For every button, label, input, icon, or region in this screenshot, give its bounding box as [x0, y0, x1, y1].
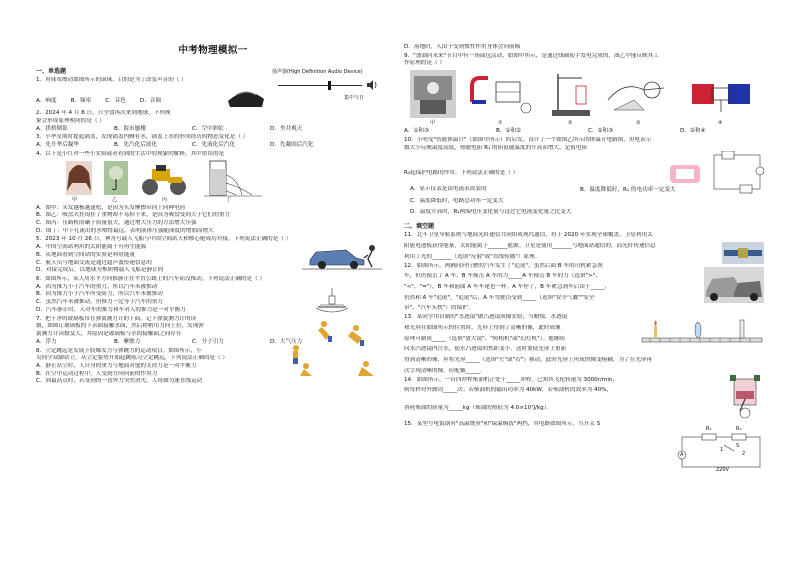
fig-9-jia-photo [410, 70, 456, 118]
q6-option-c: C．虽然汽车未被推动，但推力一定等于汽车的重力 [36, 299, 163, 306]
audio-device-panel [272, 69, 392, 109]
question-11-line-3: 利用了光的_______（选填"反射"或"直线传播"）原理。 [404, 253, 541, 260]
question-4-figures [36, 159, 390, 205]
question-13-line-2: 和光屏在如图所示的位置时，光屏上得到了清晰的像，此时成像 [404, 324, 561, 331]
circuit-label-voltage: 220V [716, 466, 729, 473]
question-3 [36, 134, 390, 149]
q4-option-c: C．图丙：压路机的碾子质量很大，通过增大压力的方法增大压强 [36, 220, 197, 227]
q1-option-b: B．频率 [70, 98, 92, 105]
question-13 [404, 314, 764, 375]
circuit-label-r0: R₀ [736, 425, 742, 432]
question-12-line-3: "<"、"="），B 车和前面 A 车车尾也一样。A 车停了，B 车紧急刹车后由于_____， [404, 284, 611, 291]
iron-stand-icon [546, 70, 596, 118]
question-7-line-2: 数，如图让玻璃板的下表面接触水面，然后稍稍用力向上拉，发现弹 [36, 323, 204, 330]
page-title: 中考物理模拟一 [178, 45, 248, 56]
audio-device-label: 扬声器(High Definition Audio Device) [272, 69, 363, 76]
fig-9-3-hand-crank [604, 70, 674, 118]
thermometer-icon [668, 161, 702, 187]
q7-option-c: C．分子引力 [192, 338, 224, 345]
smart-thermometer-figure [668, 161, 702, 187]
q2-option-d: D．坐井观天 [270, 125, 303, 132]
q5-option-a: A．中国空间站利用的太阳能属于可再生能源 [36, 244, 147, 251]
fig-9-label-2: ② [568, 120, 573, 127]
crashed-cars-icon [704, 267, 764, 303]
q3-option-c: C．先液化后汽化 [192, 142, 236, 149]
q10-option-a: A．显示仪表是由电流表改装的 [410, 186, 487, 193]
question-11-line-2: 阳能电池板获得能量，太阳能属于_______能源。卫星是使用_______与地面站通信的，而光纤传递信息 [404, 243, 656, 250]
question-14 [404, 377, 764, 413]
q3-option-a: A．先升华后凝华 [36, 142, 79, 149]
fig-bing-road-roller-image [140, 165, 190, 195]
q8-option-b: B．在空中运动过程中，人受到方向向前的作用力 [36, 370, 158, 377]
question-1-text: 1．用抹布擦动如图所示的滚珠，目的是为了改变声音的（ ） [36, 77, 187, 84]
spring-scale-figure [312, 288, 352, 316]
question-14-line-3: 消耗柴油的质量为_____kg（柴油的热值为 4.0×10⁷J/kg）。 [404, 404, 553, 411]
question-13-line-3: 原理可制成_____（选填"放大镜"、"照相机"或"幻灯机"）。他继续 [404, 335, 565, 342]
q6-option-b: B．因为推力小于汽车所受阻力，所以汽车未被推动 [36, 291, 163, 298]
q10-option-c: C．温度降低时，电路总功率一定变大 [410, 197, 504, 204]
question-10-line-3: R₂起保护电路的作用。下列说法正确的是（ ） [404, 170, 519, 177]
q8-option-a: A．静止站立时，人自身的重力与地面对他的支持力是一对平衡力 [36, 362, 197, 369]
motor-magnet-icon [686, 72, 756, 116]
diesel-engine-figure [726, 375, 764, 419]
q2-option-a: A．拱桥倒影 [36, 125, 68, 132]
question-2-line-2: 象会形成原理相同的是（ ） [36, 117, 105, 124]
long-jump-figure [286, 318, 386, 378]
fig-9-1-magnet-coil [466, 72, 536, 116]
circuit-label-1: 1 [720, 446, 724, 453]
q10-option-d: D．温度升高时，R₁两端电压变化量与这过它电流变化量之比变大 [410, 209, 572, 216]
q6-option-a: A．因为推力小于汽车的重力，所以汽车未被推动 [36, 283, 158, 290]
question-12-line-4: 仍然和 A 车"追尾"，"追尾"后，A 车驾驶员受到_____（选填"安全气囊""安全 [404, 294, 595, 301]
question-2 [36, 110, 390, 133]
q4-option-a: A．图甲：头发越梳越蓬松，是因为头发摩擦带同上同种电荷 [36, 204, 186, 211]
q2-option-b: B．海市蜃楼 [114, 125, 146, 132]
question-3-line-1: 3．小华星期时提起锅盖，发现锅盖内侧有水，锅盖上水的形成经历的物态变化是（ ） [36, 134, 249, 141]
q1-option-d: D．音调 [139, 98, 162, 105]
circuit-label-ammeter: A [680, 451, 684, 458]
fig-label-jia: 甲 [72, 196, 78, 203]
q3-option-b: B．先汽化后液化 [114, 142, 157, 149]
question-12 [404, 263, 764, 314]
fig-9-label-3: ③ [636, 120, 641, 127]
hand-crank-icon [604, 70, 674, 118]
question-12-line-1: 12．如图所示，两辆同向行驶的汽车发生了"追尾"。虽然后面 B 车的司机紧急刹 [404, 262, 603, 269]
question-5 [36, 236, 390, 275]
question-5-line-1: 5．2023 年 10 月 26 日，神舟号载人飞船与中国空间站天和核心舱成功对接，下列说法正确的是（ ） [36, 236, 292, 243]
question-12-line-5: 带"、"汽车头枕"）的保护。 [404, 305, 474, 312]
q8-option-d: D．落地时，人由于受到惯性作用身体会向前倾 [404, 44, 521, 50]
section-heading-single-choice: 一、单选题 [36, 68, 67, 75]
generator-stage-icon [410, 70, 456, 118]
question-10 [404, 137, 764, 217]
question-14-line-1: 14．如图所示，一台四冲程柴油机正处于_____冲程。已知其飞轮转速为 3000r/min， [404, 376, 619, 383]
q8-option-c: C．到最高点时，若受到的一切外力突然消失，人将做匀速直线运动 [36, 378, 203, 385]
question-6-line-1: 6．如图所示，某人用水平方向推静止在平直公路上的汽车而没推动。下列说法正确的是（ ） [36, 276, 266, 283]
question-15 [404, 420, 764, 473]
q9-option-d: D．②和④ [680, 128, 706, 135]
question-10-line-2: 数大小反映温度高低，热敏电阻 R₁ 的阻值随温度的升高而增大，定值电阻 [404, 144, 588, 151]
question-7-line-3: 簧测力计读数变大，其原因是玻璃板与水的接触面之间存在 [36, 331, 182, 338]
q5-option-d: D．对接完成后，以地球为参照物载人飞船是静止的 [36, 267, 164, 274]
q1-option-a: A．响度 [36, 98, 57, 105]
q4-option-d: D．图丁：中下孔流出的水喷得最远，表明液体压强随深度的增加而增大 [36, 227, 214, 234]
circuit-label-s: S [736, 442, 740, 449]
long-jump-athlete-icon [286, 318, 386, 378]
engine-cylinder-icon [726, 375, 764, 419]
question-10-line-1: 10．小明受"智能体温计"（如图甲所示）的启发，设计了一个如图乙所示的体温计电路图，用电表示 [404, 136, 652, 143]
q9-option-a: A．①和③ [404, 128, 430, 135]
question-13-line-4: 向水凸透镜内注水，使水凸透镜的焦距变小，这时要使光屏上重新 [404, 346, 567, 353]
question-12-line-2: 车，但仍撞击了 A 车，B 车撞击 A 车的力_____A 车撞击 B 车的力（选填">"、 [404, 273, 602, 280]
satellite-image [722, 242, 764, 264]
question-4-text: 4．以下是小红对一些小实验或者看到的生活中的现象的解释，其中错误的是 [36, 150, 225, 157]
left-column [36, 66, 390, 386]
fig-ding-water-bottle [204, 159, 264, 199]
question-9-line-1: 9．"加油向未来"节目中有一场面包活动，如图甲所示，是通过线圈使手发电完成的，图乙中能反映其工 [404, 52, 659, 59]
fig-9-label-4: ④ [718, 120, 723, 127]
question-14-line-2: 则每秒对外做功_____次；若柴油机的输出功率为 40kW，若柴油机的效率为 40%， [404, 387, 613, 394]
question-13-line-6: 次呈现清晰的像，应配戴_____。 [404, 367, 486, 374]
fig-yi-suction-hook-image [104, 161, 128, 195]
spring-scale-icon [312, 288, 352, 316]
question-11-line-1: 11．北斗卫星导航系统与地面光纤通信共同组成现代通信，将于 2020 年实现全球覆盖。卫星利用太 [404, 232, 653, 239]
question-6 [36, 276, 390, 315]
road-roller-icon [140, 165, 190, 195]
right-column [404, 44, 764, 473]
question-2-options [36, 126, 390, 134]
question-13-line-5: 得到清晰的像，应将光屏_____（选填"左"或"右"）移动，此时光屏上所成的像变模糊，为了在光屏再 [404, 357, 653, 364]
water-container-icon [204, 159, 264, 199]
q7-option-b: B．摩擦力 [114, 338, 141, 345]
thermometer-circuit-figure [710, 151, 764, 195]
girl-hair-icon [66, 161, 92, 195]
question-9-line-2: 作原理的是（ ） [404, 60, 445, 67]
suction-hook-icon [104, 161, 128, 195]
mouse-icon [226, 87, 266, 109]
circuit-diagram-icon [710, 151, 764, 195]
question-1-options [36, 98, 161, 106]
satellite-icon [722, 242, 764, 264]
question-11 [404, 232, 764, 261]
fig-label-yi: 乙 [112, 196, 118, 203]
fig-9-4-motor [686, 72, 756, 116]
question-9 [404, 53, 764, 136]
volume-slider-track [278, 85, 362, 86]
question-9-figures [404, 68, 764, 128]
q2-option-c: C．空中彩虹 [192, 125, 224, 132]
fig-9-label-jia: 甲 [430, 120, 436, 127]
q10-option-b: B．温度降低时，R₁ 的电功率一定变大 [580, 186, 676, 193]
section-heading-fill-blank: 二、填空题 [404, 223, 435, 231]
q4-option-b: B．图乙：吸盘式挂钩挂了重物却不易掉下来，是因为吸盘受到大于它们的重力 [36, 212, 231, 219]
q9-option-b: B．①和② [496, 128, 522, 135]
q7-option-d: D．大气压力 [270, 338, 303, 345]
question-2-line-1: 2．2024 年 4 月 8 日，日全食再次来到地球。下列现 [36, 110, 171, 117]
push-car-figure [302, 242, 382, 270]
optical-bench-icon [640, 316, 764, 346]
fig-jia-hair-image [66, 161, 92, 195]
speaker-icon [366, 79, 378, 91]
question-7 [36, 316, 390, 347]
rice-cooker-circuit-figure [676, 425, 766, 473]
q6-option-d: D．汽车静止时，人对车的推力和车对人的推力是一对平衡力 [36, 306, 186, 313]
magnet-coil-icon [466, 72, 536, 116]
question-8-line-2: 吴同学双脚站立，从立定姿势开始起跳练习立定跳远，下列说法正确的是（ ） [36, 355, 228, 362]
q3-option-d: D．先凝固后汽化 [270, 142, 314, 149]
fig-label-bing: 丙 [162, 196, 168, 203]
q7-option-a: A．浮力 [36, 338, 57, 345]
q1-option-c: C．音色 [105, 98, 126, 105]
fig-9-label-1: ① [498, 120, 503, 127]
circuit-label-r1: R₁ [706, 425, 712, 432]
question-8-line-1: 8．立定跳远是发展下肢爆发力与弹跳力的运动项目。如图所示，小 [36, 347, 202, 354]
car-push-icon [302, 242, 382, 270]
rear-end-collision-photo [704, 267, 764, 303]
fig-9-2-stand [546, 70, 596, 118]
question-3-options [36, 142, 390, 150]
q9-option-c: C．②和③ [588, 128, 614, 135]
fig-label-ding: 丁 [226, 196, 232, 203]
slider-caption: 集中与日 [344, 95, 365, 102]
volume-slider-thumb [328, 81, 331, 90]
question-13-line-1: 13．某同学用自制的"水透镜"做凸透镜成像实验，当蜡烛、水透镜 [404, 314, 568, 321]
question-7-line-1: 7．把干净的玻璃板吊在弹簧测力计的下面，记下弹簧测力计的读 [36, 315, 197, 322]
question-4 [36, 151, 390, 236]
q5-option-c: C．航天员与地面交流是通过超声波传递信息的 [36, 259, 152, 266]
mouse-figure [226, 87, 266, 109]
question-9-options [404, 128, 764, 136]
q5-option-b: B．从地面看到空间站的实验是利用能量 [36, 251, 135, 258]
circuit-label-2: 2 [742, 450, 746, 457]
optical-bench-figure [640, 316, 764, 346]
question-15-line-1: 15．某型号电饭锅有"高温烧煮"和"保温焖饭"两挡，其电路如图所示。当开关 S [404, 420, 601, 427]
